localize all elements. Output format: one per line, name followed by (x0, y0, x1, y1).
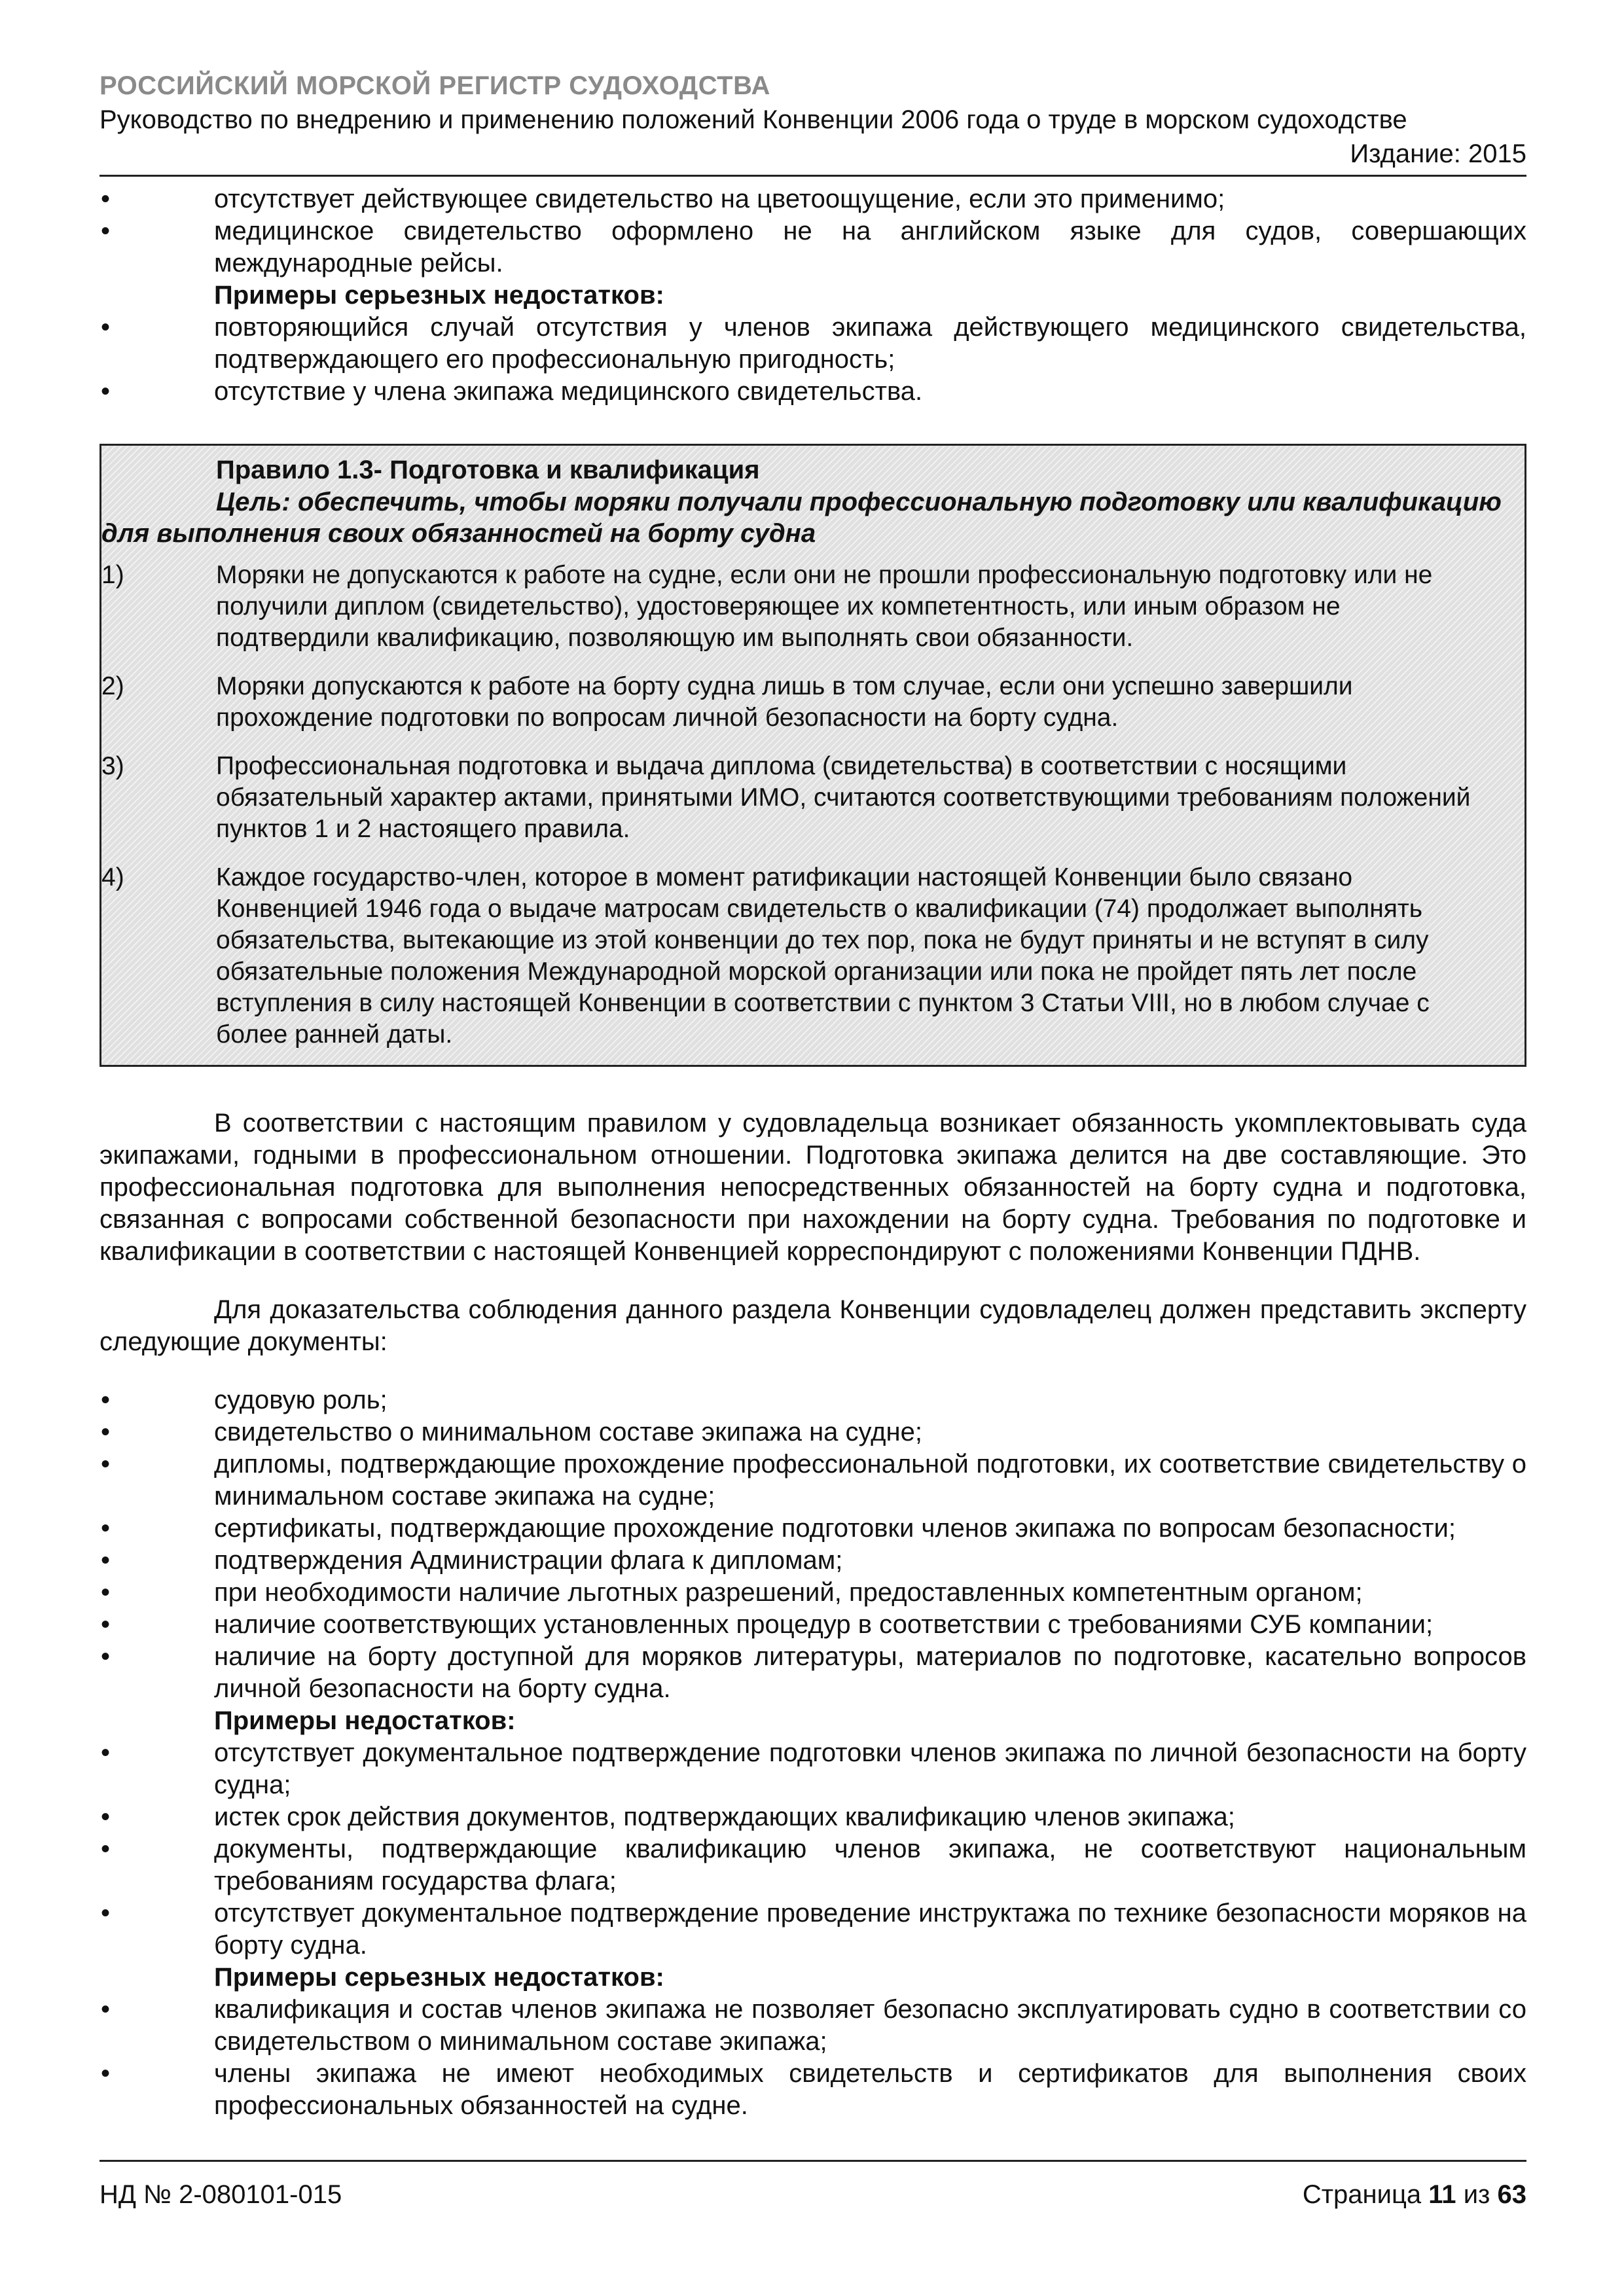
deficiencies-bullet-list (99, 1737, 1526, 1962)
rule-item (101, 862, 1513, 1050)
list-item: • истек срок действия документов, подтверждающих квалификацию членов экипажа; (99, 1801, 1526, 1833)
header-organization: РОССИЙСКИЙ МОРСКОЙ РЕГИСТР СУДОХОДСТВА (99, 71, 770, 100)
header-divider (99, 175, 1526, 177)
serious-deficiencies-heading: Примеры серьезных недостатков: (214, 281, 664, 310)
page-of: из (1463, 2180, 1490, 2209)
list-item: • отсутствует действующее свидетельство на цветоощущение, если это применимо; (99, 183, 1526, 215)
list-item: • при необходимости наличие льготных разрешений, предоставленных компетентным органом; (99, 1577, 1526, 1609)
page-footer (99, 2160, 1526, 2212)
list-item: • наличие на борту доступной для моряков литературы, материалов по подготовке, касательно вопросов личной безопасности на борту судна. (99, 1641, 1526, 1705)
body-paragraph: В соответствии с настоящим правилом у судовладельца возникает обязанность укомплектовывать суда экипажами, годными в профессиональном отношении. Подготовка экипажа делится на две составляющие. Это профессиональная подготовка для выполнения непосредственных обязанностей на борту судна и подготовка, связанная с вопросами собственной безопасности при нахождении на борту судна. Требования по подготовке и квалификации в соответствии с настоящей Конвенцией корреспондируют с положениями Конвенции ПДНВ. (99, 1109, 1526, 1266)
list-item: • квалификация и состав членов экипажа не позволяет безопасно эксплуатировать судно в соответствии со свидетельством о минимальном составе экипажа; (99, 1994, 1526, 2058)
list-item: • отсутствует документальное подтверждение подготовки членов экипажа по личной безопасности на борту судна; (99, 1737, 1526, 1801)
rule-item (101, 751, 1513, 845)
header-edition: Издание: 2015 (1350, 139, 1526, 168)
rule-item-number: 2) (101, 672, 124, 700)
rule-item-text: Каждое государство-член, которое в момент ратификации настоящей Конвенции было связано Конвенцией 1946 года о выдаче матросам свидетельств о квалификации (74) продолжает выполнять обязательства, вытекающие из этой конвенции до тех пор, пока не будут приняты и не вступят в силу обязательные положения Международной морской организации или пока не пройдет пять лет после вступления в силу настоящей Конвенции в соответствии с пунктом 3 Статьи VIII, но в любом случае с более ранней даты. (216, 863, 1430, 1049)
page-indicator (1303, 2178, 1526, 2212)
rule-item-text: Моряки не допускаются к работе на судне, если они не прошли профессиональную подготовку или не получили диплом (свидетельство), удостоверяющее их компетентность, или иным образом не подтвердили квалификацию, позволяющую им выполнять свои обязанности. (216, 561, 1433, 652)
serious-bullet-list (99, 312, 1526, 408)
rule-box (99, 444, 1526, 1067)
deficiencies-heading: Примеры недостатков: (214, 1706, 516, 1735)
rule-item-text: Моряки допускаются к работе на борту судна лишь в том случае, если они успешно завершили прохождение подготовки по вопросам личной безопасности на борту судна. (216, 672, 1353, 732)
list-item: • сертификаты, подтверждающие прохождение подготовки членов экипажа по вопросам безопасности; (99, 1513, 1526, 1545)
list-item: • повторяющийся случай отсутствия у членов экипажа действующего медицинского свидетельства, подтверждающего его профессиональную пригодность; (99, 312, 1526, 376)
rule-item (101, 560, 1513, 654)
list-item: • подтверждения Администрации флага к дипломам; (99, 1545, 1526, 1577)
rule-item-number: 4) (101, 863, 124, 891)
list-item: • отсутствует документальное подтверждение проведение инструктажа по технике безопасности моряков на борту судна. (99, 1897, 1526, 1962)
serious-bullet-list (99, 1994, 1526, 2122)
documents-bullet-list (99, 1384, 1526, 1705)
rule-title: Правило 1.3- Подготовка и квалификация (216, 456, 760, 484)
document-number: НД № 2-080101-015 (99, 2180, 342, 2209)
list-item: • документы, подтверждающие квалификацию членов экипажа, не соответствуют национальным требованиям государства флага; (99, 1833, 1526, 1897)
list-item: • судовую роль; (99, 1384, 1526, 1416)
rule-goal: Цель: обеспечить, чтобы моряки получали профессиональную подготовку или квалификацию для выполнения своих обязанностей на борту судна (101, 488, 1502, 548)
page-prefix: Страница (1302, 2180, 1422, 2209)
page-total: 63 (1497, 2180, 1526, 2209)
page-current: 11 (1428, 2180, 1456, 2209)
rule-item-text: Профессиональная подготовка и выдача диплома (свидетельства) в соответствии с носящими обязательный характер актами, принятыми ИМО, считаются соответствующими требованиям положений пунктов 1 и 2 настоящего правила. (216, 752, 1471, 843)
top-bullet-list (99, 183, 1526, 279)
body-paragraph: Для доказательства соблюдения данного раздела Конвенции судовладелец должен представить эксперту следующие документы: (99, 1295, 1526, 1356)
rule-item-number: 3) (101, 752, 124, 780)
header-title: Руководство по внедрению и применению положений Конвенции 2006 года о труде в морском судоходстве (99, 105, 1407, 134)
list-item: • члены экипажа не имеют необходимых свидетельств и сертификатов для выполнения своих профессиональных обязанностей на судне. (99, 2058, 1526, 2122)
document-page (99, 69, 1526, 2122)
rule-item (101, 671, 1513, 734)
list-item: • медицинское свидетельство оформлено не на английском языке для судов, совершающих международные рейсы. (99, 215, 1526, 279)
list-item: • отсутствие у члена экипажа медицинского свидетельства. (99, 376, 1526, 408)
list-item: • свидетельство о минимальном составе экипажа на судне; (99, 1416, 1526, 1448)
serious-deficiencies-heading: Примеры серьезных недостатков: (214, 1963, 664, 1992)
rule-item-number: 1) (101, 561, 124, 589)
list-item: • наличие соответствующих установленных процедур в соответствии с требованиями СУБ компании; (99, 1609, 1526, 1641)
list-item: • дипломы, подтверждающие прохождение профессиональной подготовки, их соответствие свидетельству о минимальном составе экипажа на судне; (99, 1448, 1526, 1513)
